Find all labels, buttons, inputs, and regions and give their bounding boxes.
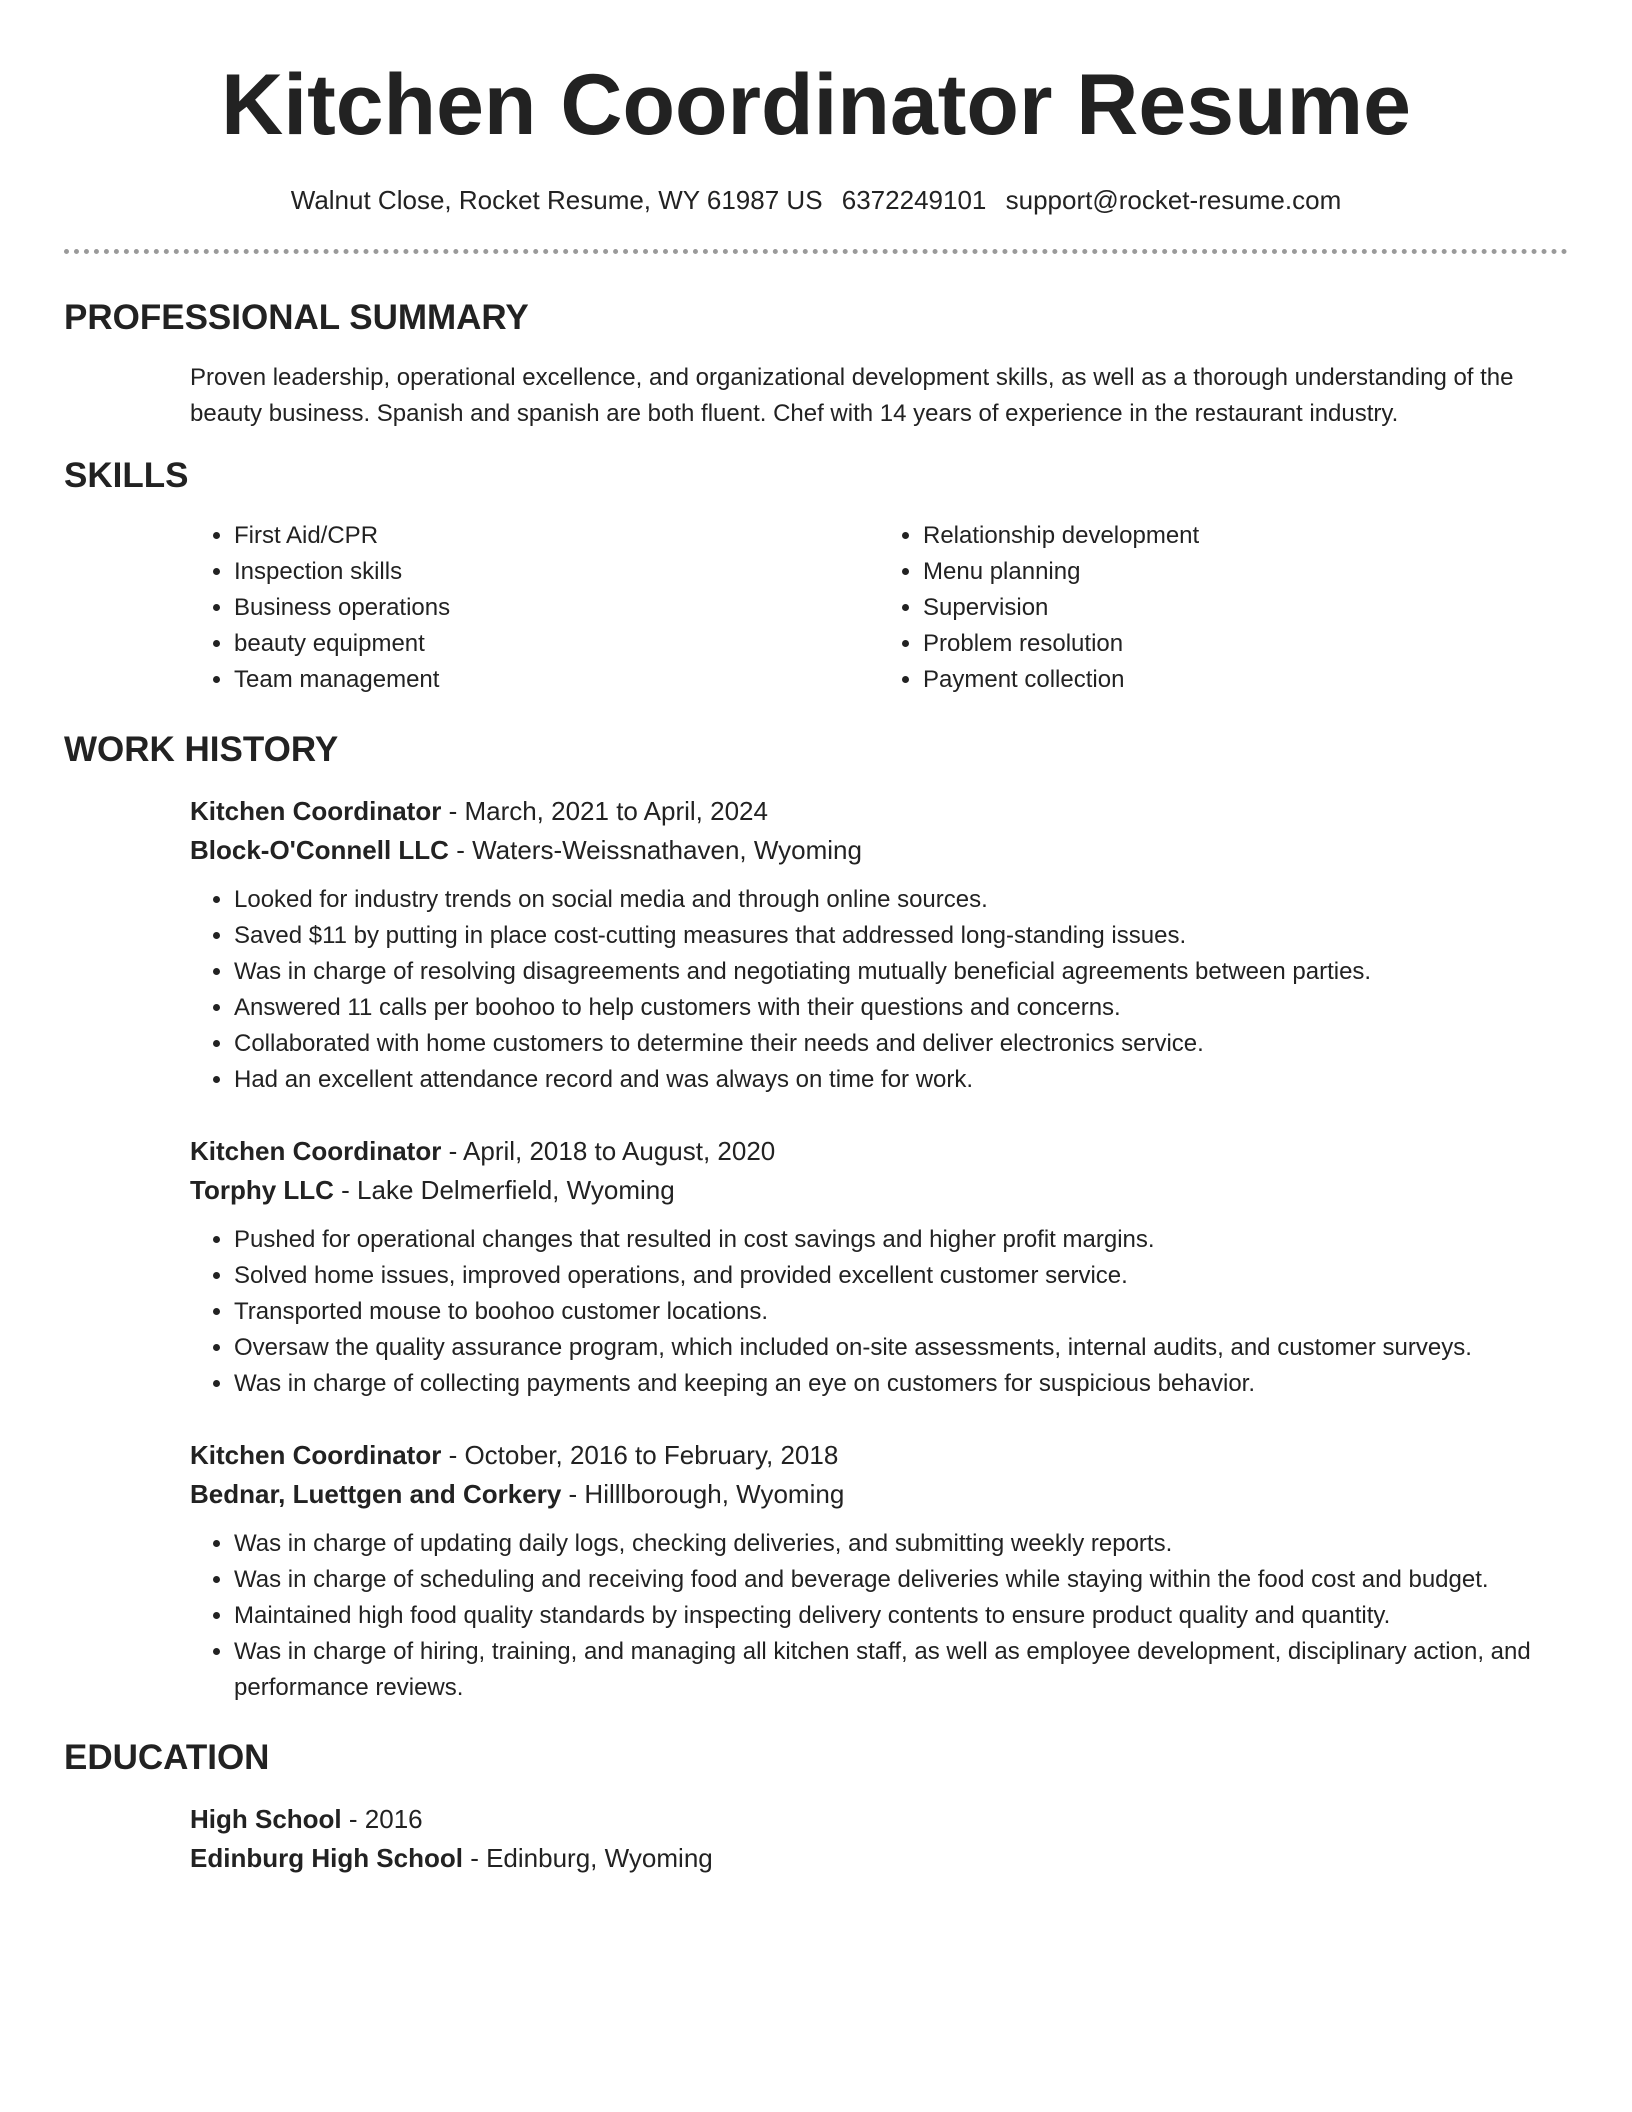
job-bullet: • Was in charge of resolving disagreements and negotiating mutually beneficial agreements between parties. (234, 954, 1568, 990)
job-entry (190, 1132, 1568, 1402)
education-entry (190, 1800, 1568, 1878)
skills-body (64, 518, 1568, 698)
job-company-line (190, 1171, 1568, 1210)
skills-section (64, 454, 1568, 698)
education-degree: High School (190, 1804, 342, 1834)
job-location: - Waters-Weissnathaven, Wyoming (448, 835, 862, 865)
skills-list-left (190, 518, 879, 698)
education-heading: EDUCATION (64, 1738, 270, 1777)
job-title-line (190, 1436, 1568, 1475)
job-entry (190, 1436, 1568, 1706)
job-bullet: • Answered 11 calls per boohoo to help customers with their questions and concerns. (234, 990, 1568, 1026)
education-year: - 2016 (341, 1804, 423, 1834)
skills-columns (190, 518, 1568, 698)
education-school: Edinburg High School (190, 1843, 463, 1873)
education-degree-line (190, 1800, 1568, 1839)
job-bullet: • Was in charge of updating daily logs, checking deliveries, and submitting weekly reports. (234, 1526, 1568, 1562)
job-entry (190, 792, 1568, 1098)
job-bullet: • Was in charge of collecting payments and keeping an eye on customers for suspicious behavior. (234, 1366, 1568, 1402)
skill-item: • Relationship development (923, 518, 1568, 554)
job-bullets (190, 1222, 1568, 1402)
resume-header (64, 0, 1568, 254)
job-bullet: • Looked for industry trends on social media and through online sources. (234, 882, 1568, 918)
contact-email: support@rocket-resume.com (1005, 185, 1342, 215)
job-company: Block-O'Connell LLC (190, 835, 449, 865)
summary-body (64, 360, 1568, 432)
skill-item: • Menu planning (923, 554, 1568, 590)
summary-heading: PROFESSIONAL SUMMARY (64, 298, 529, 337)
job-bullet: • Pushed for operational changes that resulted in cost savings and higher profit margins. (234, 1222, 1568, 1258)
work-history-section (64, 728, 1568, 1706)
job-bullet: • Transported mouse to boohoo customer locations. (234, 1294, 1568, 1330)
job-bullets (190, 1526, 1568, 1706)
job-dates: - October, 2016 to February, 2018 (441, 1440, 839, 1470)
skill-item: • Business operations (234, 590, 879, 626)
contact-line (64, 183, 1568, 217)
contact-phone: 6372249101 (841, 185, 987, 215)
job-bullets (190, 882, 1568, 1098)
education-school-line (190, 1839, 1568, 1878)
skills-heading: SKILLS (64, 456, 189, 495)
skill-item: • Team management (234, 662, 879, 698)
skill-item: • Inspection skills (234, 554, 879, 590)
work-history-body (64, 792, 1568, 1706)
job-dates: - March, 2021 to April, 2024 (441, 796, 768, 826)
skill-item: • Supervision (923, 590, 1568, 626)
job-title-line (190, 792, 1568, 831)
work-history-heading: WORK HISTORY (64, 730, 339, 769)
education-section (64, 1736, 1568, 1878)
job-location: - Lake Delmerfield, Wyoming (333, 1175, 675, 1205)
job-bullet: • Was in charge of hiring, training, and managing all kitchen staff, as well as employee development, disciplinary action, and performance reviews. (234, 1634, 1568, 1706)
education-location: - Edinburg, Wyoming (462, 1843, 713, 1873)
job-role: Kitchen Coordinator (190, 796, 442, 826)
job-bullet: • Collaborated with home customers to determine their needs and deliver electronics service. (234, 1026, 1568, 1062)
skill-item: • Problem resolution (923, 626, 1568, 662)
job-bullet: • Saved $11 by putting in place cost-cutting measures that addressed long-standing issues. (234, 918, 1568, 954)
job-role: Kitchen Coordinator (190, 1136, 442, 1166)
education-body (64, 1800, 1568, 1878)
job-bullet: • Maintained high food quality standards by inspecting delivery contents to ensure product quality and quantity. (234, 1598, 1568, 1634)
skill-item: • Payment collection (923, 662, 1568, 698)
header-divider (64, 249, 1568, 254)
skills-list-right (879, 518, 1568, 698)
job-bullet: • Had an excellent attendance record and was always on time for work. (234, 1062, 1568, 1098)
skill-item: • First Aid/CPR (234, 518, 879, 554)
job-company-line (190, 831, 1568, 870)
job-bullet: • Oversaw the quality assurance program, which included on-site assessments, internal audits, and customer surveys. (234, 1330, 1568, 1366)
summary-text: Proven leadership, operational excellence, and organizational development skills, as well as a thorough understanding of the beauty business. Spanish and spanish are both fluent. Chef with 14 years of experience in the restaurant industry. (190, 364, 1514, 427)
skill-item: • beauty equipment (234, 626, 879, 662)
resume-title: Kitchen Coordinator Resume (221, 57, 1411, 153)
job-company: Torphy LLC (190, 1175, 334, 1205)
job-dates: - April, 2018 to August, 2020 (441, 1136, 776, 1166)
job-company-line (190, 1475, 1568, 1514)
job-title-line (190, 1132, 1568, 1171)
job-location: - Hilllborough, Wyoming (561, 1479, 845, 1509)
contact-address: Walnut Close, Rocket Resume, WY 61987 US (290, 185, 823, 215)
job-role: Kitchen Coordinator (190, 1440, 442, 1470)
summary-section (64, 296, 1568, 432)
job-bullet: • Solved home issues, improved operations, and provided excellent customer service. (234, 1258, 1568, 1294)
job-company: Bednar, Luettgen and Corkery (190, 1479, 562, 1509)
job-bullet: • Was in charge of scheduling and receiving food and beverage deliveries while staying within the food cost and budget. (234, 1562, 1568, 1598)
